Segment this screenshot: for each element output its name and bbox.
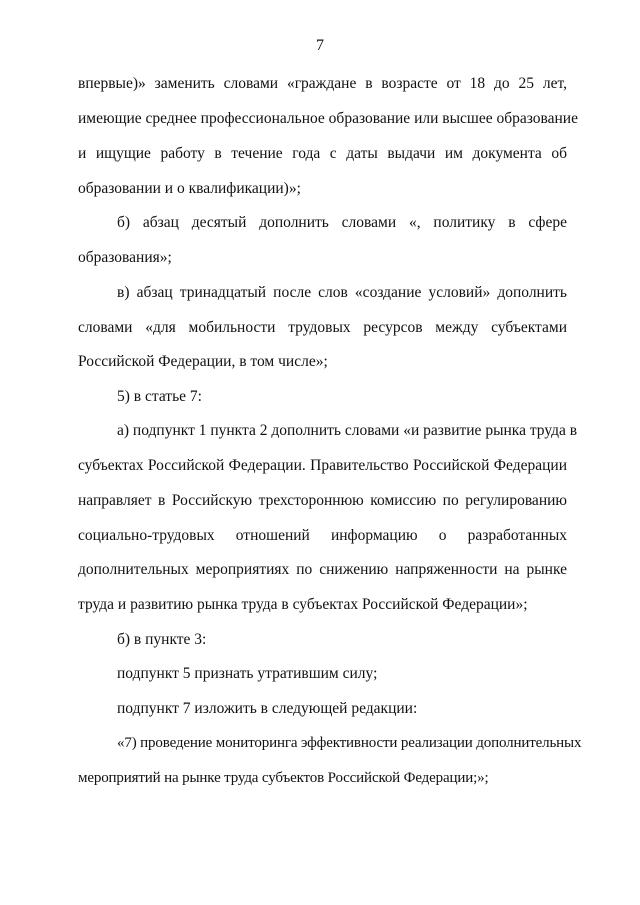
page-number: 7	[316, 37, 324, 54]
text-line: б) в пункте 3:	[117, 631, 207, 648]
text-line: дополнительных мероприятиях по снижению напряженности на рынке	[78, 561, 567, 578]
text-line: подпункт 5 признать утратившим силу;	[117, 665, 378, 682]
text-line: мероприятий на рынке труда субъектов Российской Федерации;»;	[78, 770, 489, 786]
text-line: образовании и о квалификации)»;	[78, 180, 301, 197]
text-line: социально-трудовых отношений информацию о разработанных	[78, 527, 567, 544]
text-line: «7) проведение мониторинга эффективности реализации дополнительных	[117, 735, 582, 751]
text-line: словами «для мобильности трудовых ресурсов между субъектами	[78, 319, 567, 336]
text-line: подпункт 7 изложить в следующей редакции:	[117, 700, 418, 717]
text-line: направляет в Российскую трехстороннюю комиссию по регулированию	[78, 492, 567, 509]
text-line: имеющие среднее профессиональное образование или высшее образование	[78, 110, 578, 127]
text-line: б) абзац десятый дополнить словами «, политику в сфере	[117, 214, 567, 231]
text-line: и ищущие работу в течение года с даты выдачи им документа об	[78, 145, 567, 162]
text-line: субъектах Российской Федерации. Правительство Российской Федерации	[78, 457, 567, 474]
text-line: впервые)» заменить словами «граждане в возрасте от 18 до 25 лет,	[78, 75, 567, 92]
text-line: труда и развитию рынка труда в субъектах Российской Федерации»;	[78, 596, 528, 613]
text-line: а) подпункт 1 пункта 2 дополнить словами «и развитие рынка труда в	[117, 422, 578, 439]
text-line: 5) в статье 7:	[117, 388, 202, 405]
text-line: Российской Федерации, в том числе»;	[78, 353, 328, 370]
text-line: в) абзац тринадцатый после слов «создание условий» дополнить	[117, 284, 567, 301]
text-line: образования»;	[78, 249, 172, 266]
